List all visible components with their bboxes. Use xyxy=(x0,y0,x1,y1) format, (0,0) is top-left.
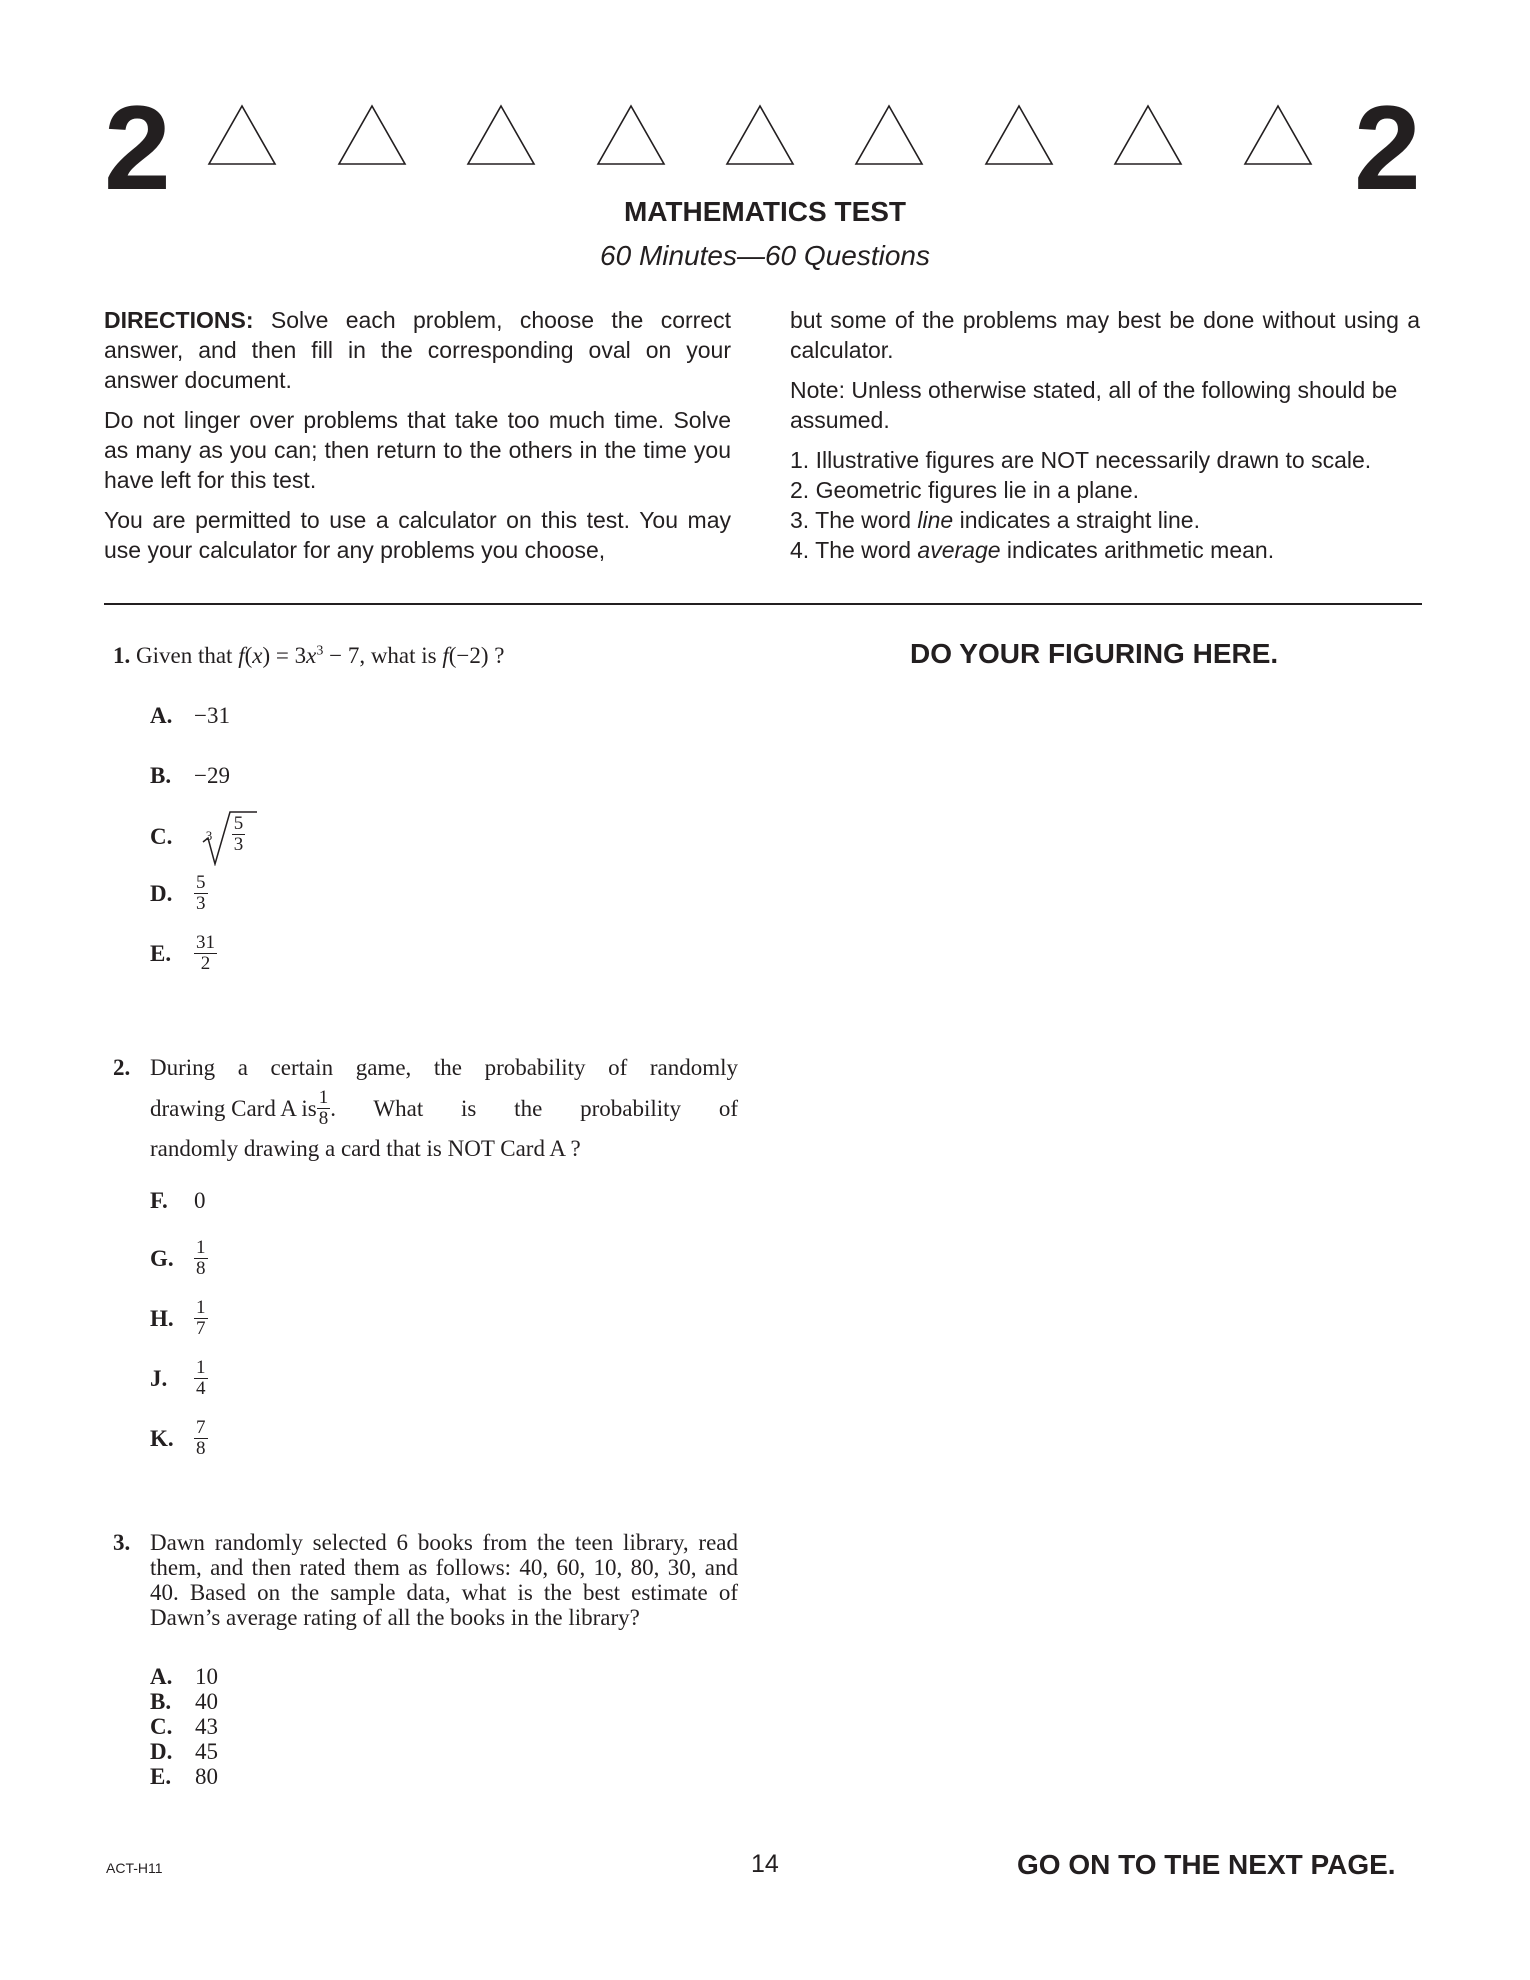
directions-right xyxy=(790,305,1420,565)
triangle-icon xyxy=(984,104,1054,166)
list-item: 4. The word average indicates arithmetic mean. xyxy=(790,537,1275,563)
answer-choice[interactable]: A. 10 xyxy=(150,1664,218,1689)
answer-choice[interactable]: H. $\frac{1}{7}$ xyxy=(150,1297,206,1339)
directions-paragraph xyxy=(104,305,731,395)
directions-text: Solve each problem, choose the correct answer, and then fill in the corresponding oval on your answer document. xyxy=(104,307,731,393)
divider xyxy=(104,603,1422,605)
triangle-icon xyxy=(725,104,795,166)
answer-choice-list xyxy=(150,1664,218,1789)
answer-choice[interactable]: D. 45 xyxy=(150,1739,218,1764)
question-text: During a certain game, the probability of randomly drawing Card A is $\frac{1}{8}$ . What is the probability of randomly drawing a card that is NOT Card A ? xyxy=(150,1055,738,1161)
section-number-right: 2 xyxy=(1354,81,1421,215)
triangle-icon xyxy=(854,104,924,166)
figuring-label: DO YOUR FIGURING HERE. xyxy=(910,638,1279,669)
answer-choice[interactable]: K. $\frac{7}{8}$ xyxy=(150,1417,206,1459)
radical-sign-icon xyxy=(200,808,258,866)
list-item: 2. Geometric figures lie in a plane. xyxy=(790,477,1140,503)
question-1 xyxy=(113,643,505,669)
triangle-icon xyxy=(337,104,407,166)
section-number-left: 2 xyxy=(104,81,171,215)
triangle-icon xyxy=(1113,104,1183,166)
cube-root: 3 $\frac{5}{3}$ xyxy=(200,808,258,866)
answer-choice[interactable]: E. $\frac{31}{2}$ xyxy=(150,932,215,974)
question-number: 3. xyxy=(113,1530,131,1555)
directions-paragraph: You are permitted to use a calculator on this test. You may use your calculator for any problems you choose, xyxy=(104,507,731,563)
triangle-icon xyxy=(466,104,536,166)
answer-choice[interactable]: B. −29 xyxy=(150,763,230,788)
directions-paragraph: Do not linger over problems that take too much time. Solve as many as you can; then return to the others in the time you have left for this test. xyxy=(104,407,731,493)
form-code: ACT-H11 xyxy=(106,1860,163,1876)
question-number: 1. xyxy=(113,643,131,668)
answer-choice[interactable]: C. 43 xyxy=(150,1714,218,1739)
question-text: Dawn randomly selected 6 books from the teen library, read them, and then rated them as follows: 40, 60, 10, 80, 30, and 40. Based on the sample data, what is the best estimate of Dawn’s average rating of all the books in the library? xyxy=(150,1530,738,1630)
page-number: 14 xyxy=(751,1850,779,1878)
question-number: 2. xyxy=(113,1055,131,1080)
question-2 xyxy=(113,1048,738,1161)
question-3 xyxy=(113,1530,738,1630)
answer-choice[interactable]: D. $\frac{5}{3}$ xyxy=(150,872,206,914)
question-text: Given that $f(x) = 3x^3 - 7$, what is f(−2) ? xyxy=(136,643,505,668)
list-item: 1. Illustrative figures are NOT necessarily drawn to scale. xyxy=(790,447,1372,473)
triangle-icon xyxy=(207,104,277,166)
page-title: MATHEMATICS TEST xyxy=(623,196,907,227)
answer-choice[interactable]: G. $\frac{1}{8}$ xyxy=(150,1237,206,1279)
assumptions-list xyxy=(790,445,1420,565)
answer-choice[interactable]: B. 40 xyxy=(150,1689,218,1714)
directions-label: DIRECTIONS: xyxy=(104,307,254,333)
page-subtitle: 60 Minutes—60 Questions xyxy=(600,240,930,271)
answer-choice[interactable]: E. 80 xyxy=(150,1764,218,1789)
directions-note: Note: Unless otherwise stated, all of the following should be assumed. xyxy=(790,377,1398,433)
answer-choice[interactable]: F. 0 xyxy=(150,1188,206,1213)
triangle-icon xyxy=(596,104,666,166)
answer-choice[interactable]: C. 3 $\frac{5}{3}$ xyxy=(150,808,258,866)
next-page-notice: GO ON TO THE NEXT PAGE. xyxy=(1017,1849,1396,1880)
list-item: 3. The word line indicates a straight line. xyxy=(790,507,1200,533)
answer-choice[interactable]: A. −31 xyxy=(150,703,230,728)
answer-choice[interactable]: J. $\frac{1}{4}$ xyxy=(150,1357,206,1399)
directions-paragraph: but some of the problems may best be done without using a calculator. xyxy=(790,307,1420,363)
triangle-icon xyxy=(1243,104,1313,166)
directions-left xyxy=(104,305,731,575)
